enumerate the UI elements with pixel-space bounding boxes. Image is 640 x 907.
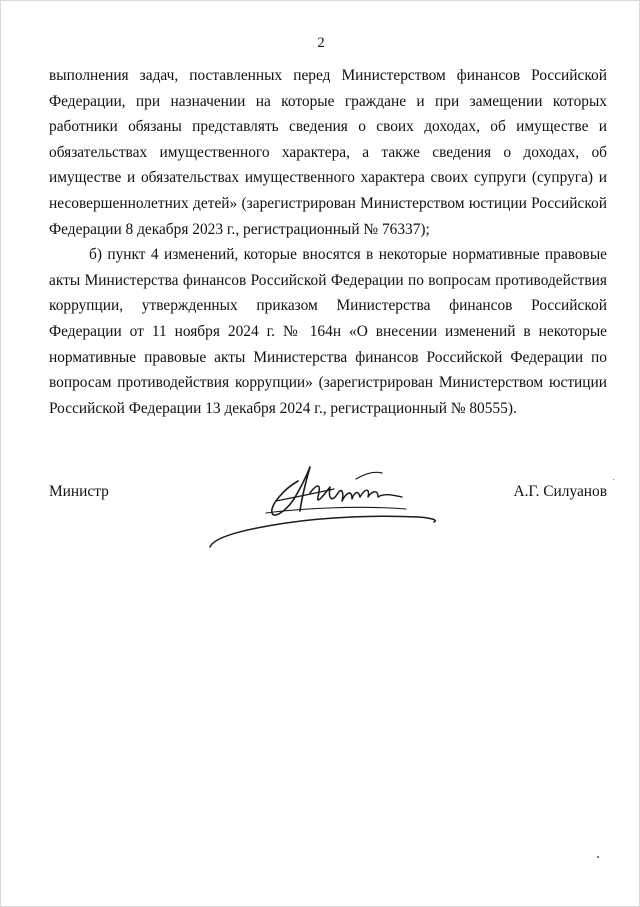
signatory-name: А.Г. Силуанов <box>513 483 607 500</box>
paragraph-continuation: выполнения задач, поставленных перед Министерством финансов Российской Федерации, при назначении на которые граждане и при замещении которых работники обязаны представлять сведения о своих доходах, об имуществе и обязательствах имущественного характера, а также сведения о доходах, об имуществе и обязательствах имущественного характера своих супруги (супруга) и несовершеннолетних детей» (зарегистрирован Министерством юстиции Российской Федерации 8 декабря 2023 г., регистрационный № 76337); <box>49 67 607 238</box>
scan-speck <box>597 856 599 858</box>
document-body <box>49 63 607 421</box>
paragraph-item-b: б) пункт 4 изменений, которые вносятся в некоторые нормативные правовые акты Министерства финансов Российской Федерации по вопросам противодействия коррупции, утвержденных приказом Министерства финансов Российской Федерации от 11 ноября 2024 г. № 164н «О внесении изменений в некоторые нормативные правовые акты Министерства финансов Российской Федерации по вопросам противодействия коррупции» (зарегистрирован Министерством юстиции Российской Федерации 13 декабря 2024 г., регистрационный № 80555). <box>49 246 607 417</box>
scan-speck <box>613 479 614 480</box>
handwritten-signature <box>206 453 446 553</box>
page-number: 2 <box>317 35 325 51</box>
signatory-title: Министр <box>49 483 109 500</box>
